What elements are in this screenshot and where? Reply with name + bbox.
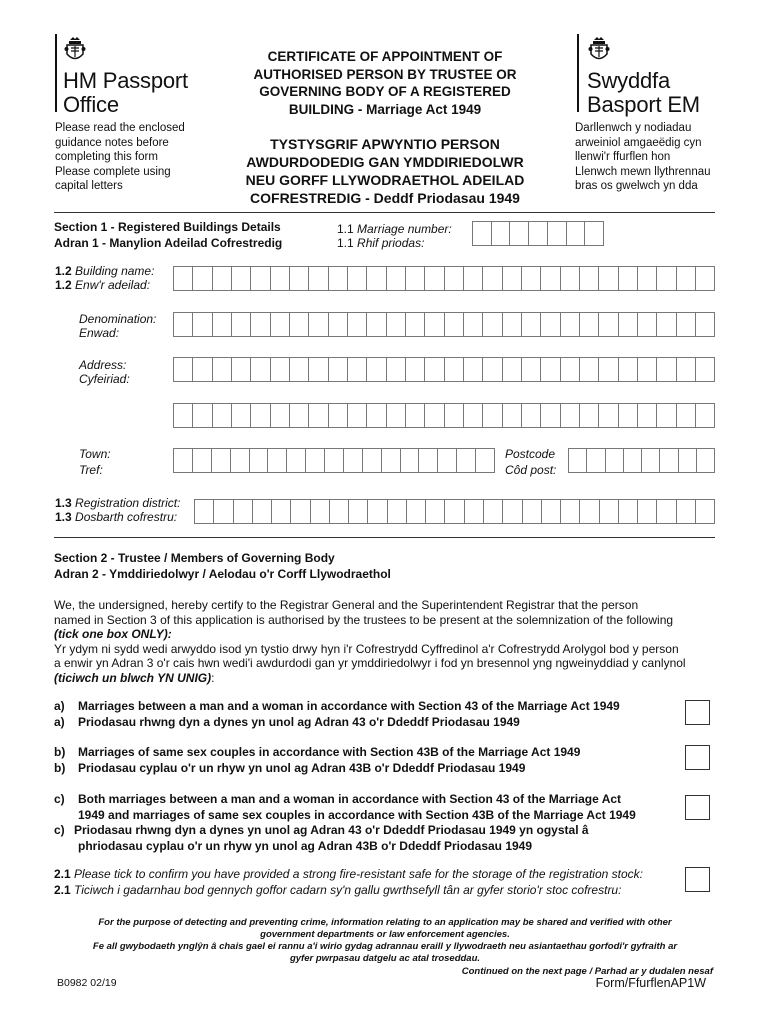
certification-statement: We, the undersigned, hereby certify to the Registrar General and the Superintendent Registrar that the person named in Section 3 of this application is authorised by the trustees to be present at the solemnization of the following (tick one box ONLY): Yr ydym ni sydd wedi arwyddo isod yn tystio drwy hyn i'r Cofrestrydd Cyffredinol a'r Cofrestrydd Arolygol bod y person a enwir yn Adran 3 o'r cais hwn wedi'i awdurdodi gan yr ymddiriedolwyr i fod yn bresennol yng ngweinyddiad y canlynol (ticiwch un blwch YN UNIG):: [54, 598, 686, 685]
safe-confirmation-label: 2.1 Please tick to confirm you have provided a strong fire-resistant safe for the storage of the registration stock: 2.1 Ticiwch i gadarnhau bod gennych goffor cadarn sy'n gallu gwrthsefyll tân ar gyfer storio'r stoc cofrestru:: [54, 867, 643, 897]
hmpo-logo-text: HM Passport Office: [63, 68, 188, 117]
marriage-number-label: 1.1 Marriage number: 1.1 Rhif priodas:: [337, 222, 452, 250]
form-number: Form/FfurflenAP1W: [595, 976, 706, 990]
denomination-label: Denomination: Enwad:: [79, 312, 157, 340]
safe-confirmation-checkbox[interactable]: [685, 867, 710, 892]
header-rule: [54, 212, 715, 213]
marriage-number-input[interactable]: [472, 221, 604, 246]
form-code: B0982 02/19: [57, 977, 117, 989]
building-name-label: 1.2 Building name: 1.2 Enw'r adeilad:: [55, 264, 155, 292]
option-a-label: a) Marriages between a man and a woman in accordance with Section 43 of the Marriage Act 1949 a) Priodasau rhwng dyn a dynes yn unol ag Adran 43 o'r Ddeddf Priodasau 1949: [54, 699, 620, 729]
postcode-input[interactable]: [568, 448, 715, 473]
postcode-label: Postcode Côd post:: [505, 447, 557, 477]
guidance-notes-cy: Darllenwch y nodiadau arweiniol amgaeëdig cyn llenwi'r ffurflen hon Llenwch mewn llythrennau bras os gwelwch yn dda: [575, 122, 711, 192]
section1-heading: Section 1 - Registered Buildings Details Adran 1 - Manylion Adeilad Cofrestredig: [54, 220, 283, 250]
section2-heading: Section 2 - Trustee / Members of Governing Body Adran 2 - Ymddiriedolwyr / Aelodau o'r Corff Llywodraethol: [54, 551, 391, 581]
guidance-notes-en: Please read the enclosed guidance notes before completing this form Please complete using capital letters: [55, 122, 185, 192]
registration-district-label: 1.3 Registration district: 1.3 Dosbarth cofrestru:: [55, 496, 181, 524]
continued-note: Continued on the next page / Parhad ar y dudalen nesaf: [461, 966, 713, 977]
address-label: Address: Cyfeiriad:: [79, 358, 130, 386]
town-label: Town: Tref:: [79, 447, 111, 477]
form-title-en: CERTIFICATE OF APPOINTMENT OF AUTHORISED PERSON BY TRUSTEE OR GOVERNING BODY OF A REGISTERED BUILDING - Marriage Act 1949: [253, 49, 517, 117]
building-name-input[interactable]: [173, 266, 715, 291]
logo-divider-right: [577, 34, 579, 112]
royal-crest-icon-right: [588, 36, 610, 66]
form-title-cy: TYSTYSGRIF APWYNTIO PERSON AWDURDODEDIG GAN YMDDIRIEDOLWR NEU GORFF LLYWODRAETHOL ADEILAD COFRESTREDIG - Deddf Priodasau 1949: [245, 136, 525, 206]
address-line1-input[interactable]: [173, 357, 715, 382]
logo-divider: [55, 34, 57, 112]
registration-district-input[interactable]: [194, 499, 715, 524]
data-sharing-notice: For the purpose of detecting and preventing crime, information relating to an application may be shared and verified with other government departments or law enforcement agencies. Fe all gwybodaeth ynglŷn â chais gael ei rannu a'i wirio gydag adrannau eraill y llywodraeth neu asiantaethau gorfodi'r gyfraith ar gyfer pwrpasau datgelu ac atal troseddau.: [92, 917, 678, 964]
address-line2-input[interactable]: [173, 403, 715, 428]
royal-crest-icon: [64, 36, 86, 66]
section1-rule: [54, 537, 715, 538]
town-input[interactable]: [173, 448, 495, 473]
option-b-label: b) Marriages of same sex couples in accordance with Section 43B of the Marriage Act 1949 b) Priodasau cyplau o'r un rhyw yn unol ag Adran 43B o'r Ddeddf Priodasau 1949: [54, 745, 581, 775]
denomination-input[interactable]: [173, 312, 715, 337]
swyddfa-logo-text: Swyddfa Basport EM: [587, 68, 700, 117]
option-c-checkbox[interactable]: [685, 795, 710, 820]
option-a-checkbox[interactable]: [685, 700, 710, 725]
option-c-label: c) Both marriages between a man and a woman in accordance with Section 43 of the Marriage Act 1949 and marriages of same sex couples in accordance with Section 43B of the Marriage Act 1949 c) Priodasau rhwng dyn a dynes yn unol ag Adran 43 o'r Ddeddf Priodasau 1949 yn ogystal â phriodasau cyplau o'r un rhyw yn unol ag Adran 43B o'r Ddeddf Priodasau 1949: [54, 792, 636, 853]
option-b-checkbox[interactable]: [685, 745, 710, 770]
